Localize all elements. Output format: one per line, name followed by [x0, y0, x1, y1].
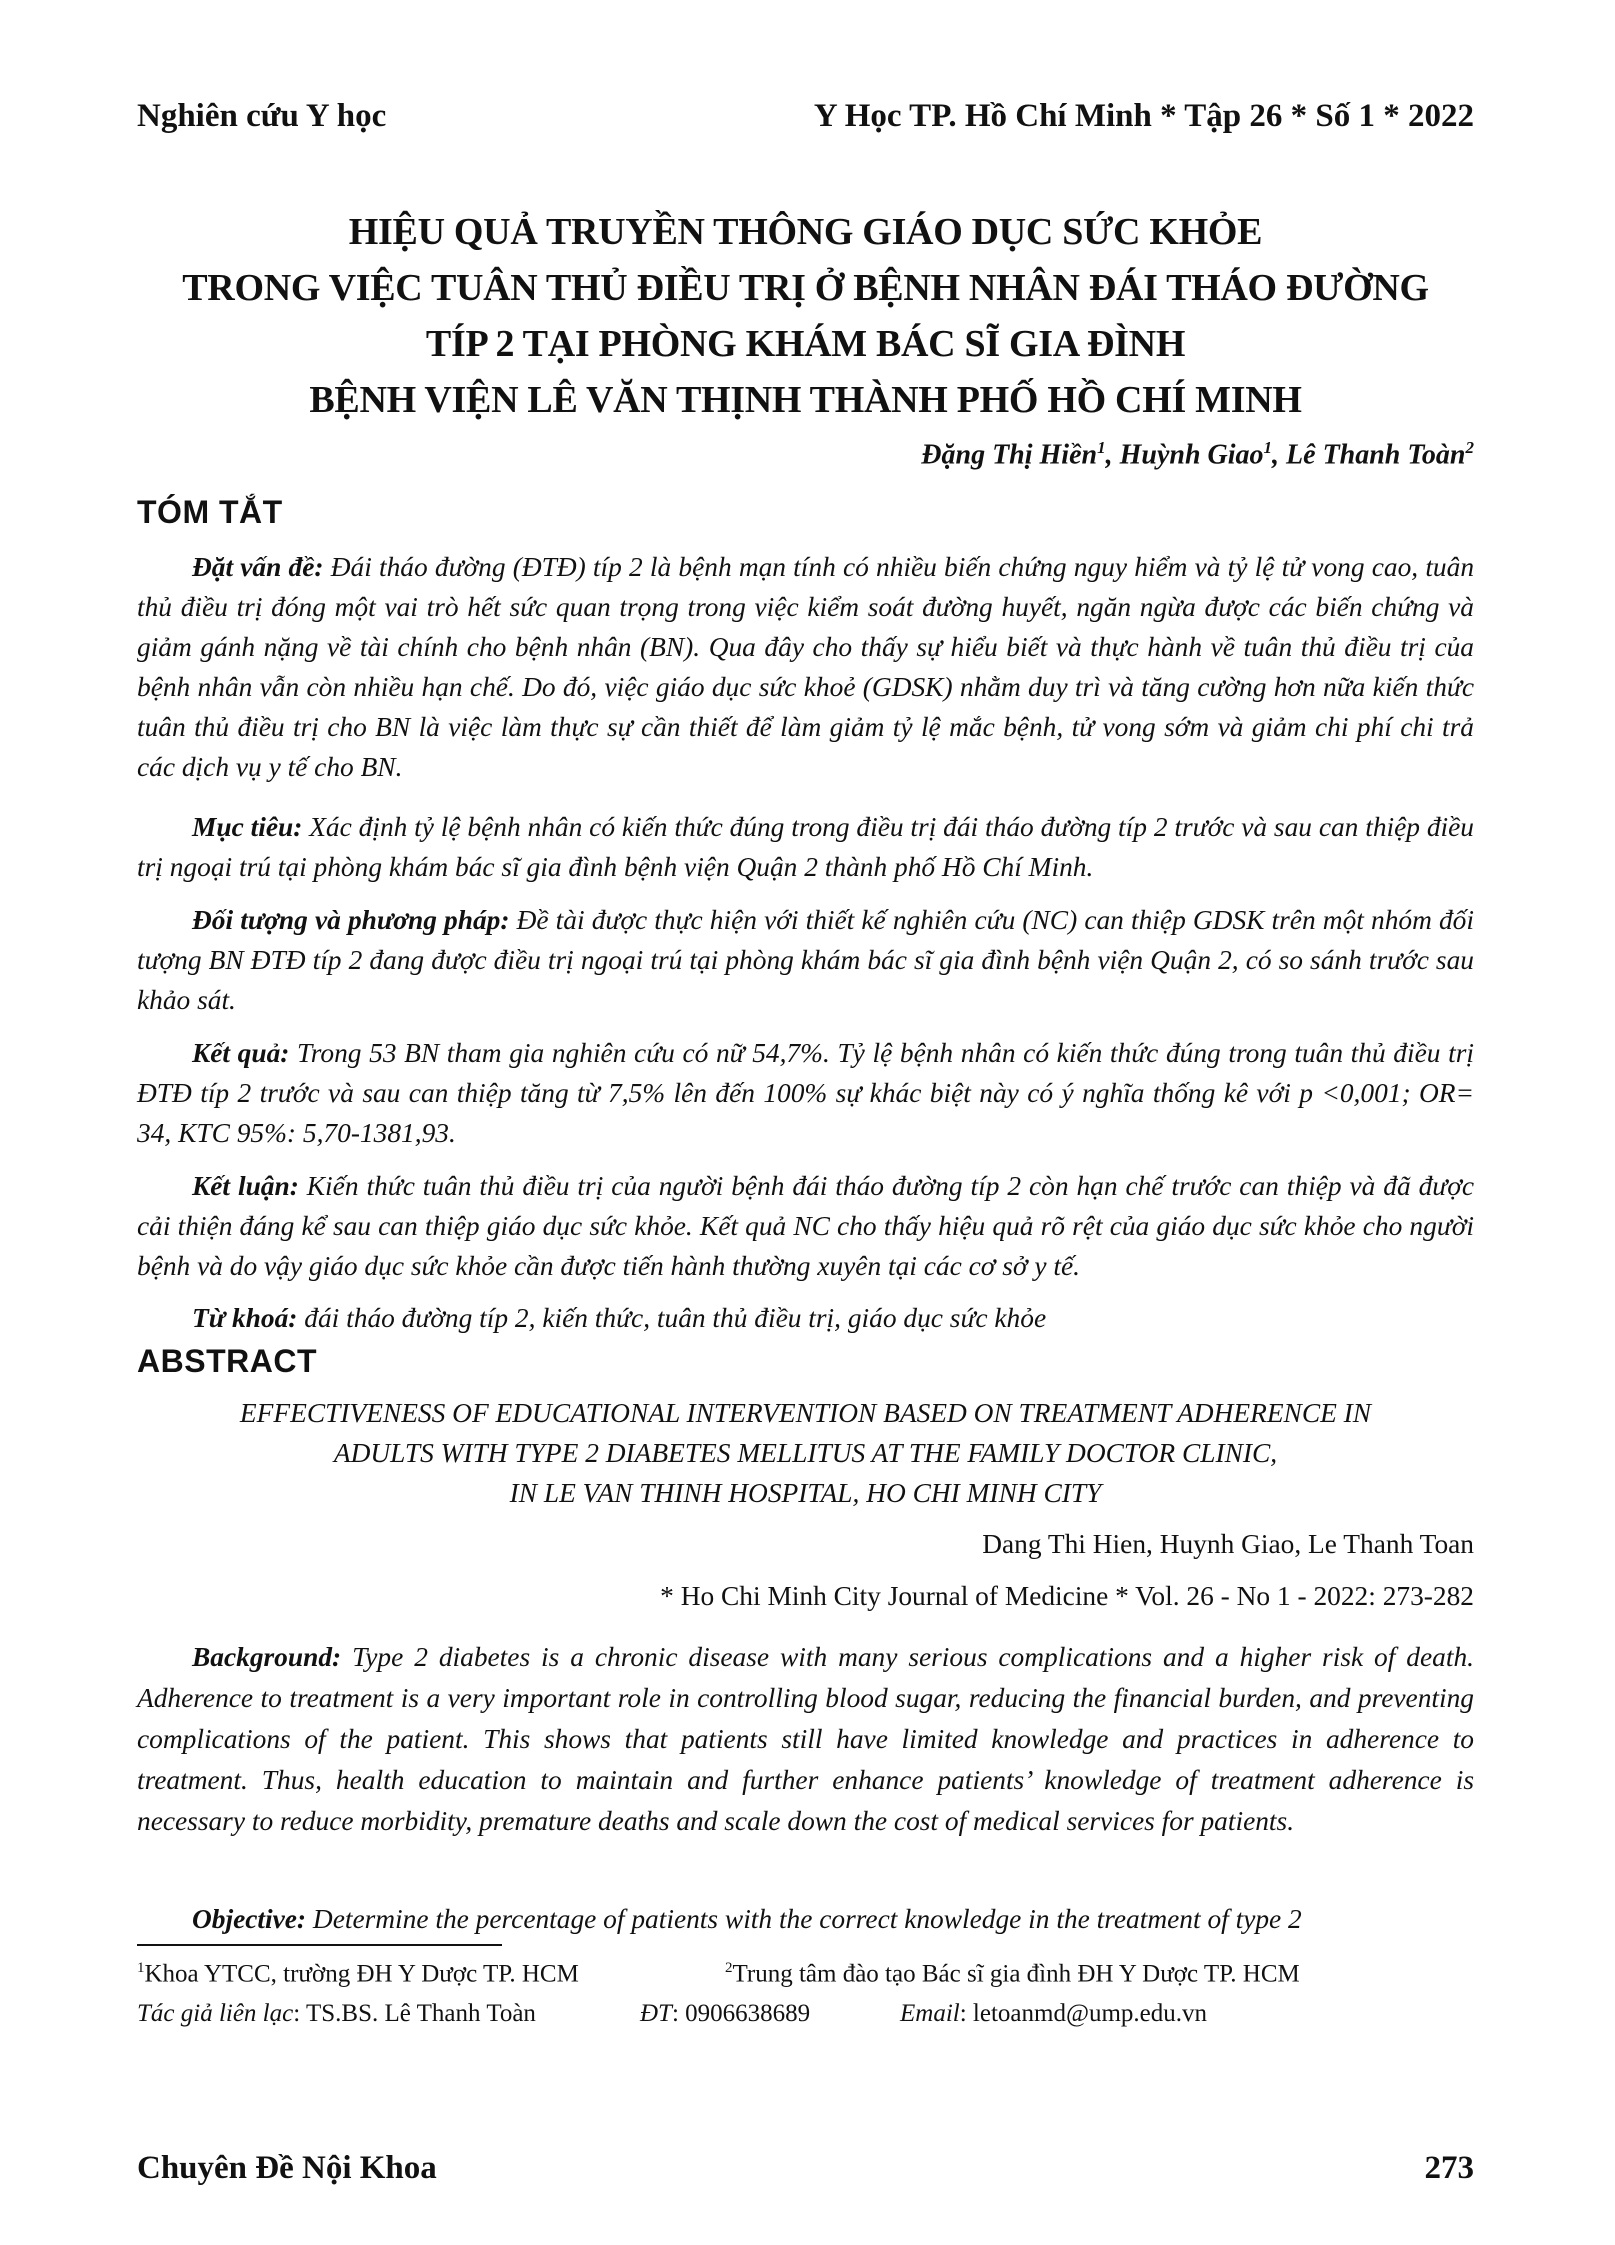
paragraph-label: Objective: [192, 1904, 307, 1934]
affiliation-marker: 2 [725, 1960, 733, 1976]
abstract-title [137, 1393, 1474, 1513]
author-name: Huỳnh Giao [1119, 439, 1264, 471]
title-line: TRONG VIỆC TUÂN THỦ ĐIỀU TRỊ Ở BỆNH NHÂN ĐÁI THÁO ĐƯỜNG [182, 267, 1429, 309]
paragraph-text: Xác định tỷ lệ bệnh nhân có kiến thức đúng trong điều trị đái tháo đường típ 2 trước và sau can thiệp điều trị ngoại trú tại phòng khám bác sĩ gia đình bệnh viện Quận 2 thành phố Hồ Chí Minh. [137, 812, 1475, 882]
phone-value: : 0906638689 [671, 2000, 811, 2027]
author-name: Đặng Thị Hiền [921, 439, 1098, 471]
author-separator: , [1272, 439, 1287, 471]
author-list-vietnamese [921, 438, 1474, 471]
title-line: TÍP 2 TẠI PHÒNG KHÁM BÁC SĨ GIA ĐÌNH [425, 323, 1186, 365]
paragraph-text: Type 2 diabetes is a chronic disease with many serious complications and a higher risk of death. Adherence to treatment is a very important role in controlling blood sugar, reducing the financial burden, and preventing complications of the patient. This shows that patients still have limited knowledge and practices in adherence to treatment. Thus, health education to maintain and further enhance patients’ knowledge of treatment adherence is necessary to reduce morbidity, premature deaths and scale down the cost of medical services for patients. [137, 1642, 1474, 1836]
running-footer-left: Chuyên Đề Nội Khoa [137, 2150, 437, 2186]
summary-paragraph-background [137, 547, 1474, 787]
title-line: BỆNH VIỆN LÊ VĂN THỊNH THÀNH PHỐ HỒ CHÍ MINH [309, 379, 1302, 421]
abstract-authors: Dang Thi Hien, Huynh Giao, Le Thanh Toan [982, 1529, 1474, 1559]
paragraph-label: Mục tiêu: [192, 812, 303, 842]
author-separator: , [1105, 439, 1120, 471]
paragraph-text: Kiến thức tuân thủ điều trị của người bệnh đái tháo đường típ 2 còn hạn chế trước can thiệp và đã được cải thiện đáng kể sau can thiệp giáo dục sức khỏe. Kết quả NC cho thấy hiệu quả rõ rệt của giáo dục sức khỏe cho người bệnh và do vậy giáo dục sức khỏe cần được tiến hành thường xuyên tại các cơ sở y tế. [137, 1171, 1474, 1281]
title-line: HIỆU QUẢ TRUYỀN THÔNG GIÁO DỤC SỨC KHỎE [348, 211, 1263, 253]
footnote-divider [137, 1944, 502, 1946]
affiliation-text: Khoa YTCC, trường ĐH Y Dược TP. HCM [144, 1960, 579, 1988]
summary-paragraph-objective [137, 807, 1474, 887]
affiliation-marker: 2 [1465, 438, 1474, 457]
affiliation-marker: 1 [1097, 438, 1106, 457]
author-name: Lê Thanh Toàn [1286, 439, 1466, 471]
affiliation-marker: 1 [1263, 438, 1273, 457]
abstract-paragraph-objective [137, 1899, 1474, 1940]
paragraph-label: Kết quả: [192, 1038, 290, 1068]
paragraph-text: Determine the percentage of patients with the correct knowledge in the treatment of type 2 [306, 1904, 1302, 1934]
contact-label: Tác giả liên lạc [137, 2000, 294, 2027]
article-title [137, 204, 1474, 428]
affiliation-text: Trung tâm đào tạo Bác sĩ gia đình ĐH Y Dược TP. HCM [732, 1960, 1300, 1988]
paragraph-label: Kết luận: [192, 1171, 299, 1201]
affiliation-marker: 1 [137, 1960, 145, 1976]
abstract-title-line: EFFECTIVENESS OF EDUCATIONAL INTERVENTION BASED ON TREATMENT ADHERENCE IN [239, 1398, 1372, 1428]
footnote-affiliation-1 [137, 1960, 579, 1988]
paragraph-text: Trong 53 BN tham gia nghiên cứu có nữ 54,7%. Tỷ lệ bệnh nhân có kiến thức đúng trong tuân thủ điều trị ĐTĐ típ 2 trước và sau can thiệp tăng từ 7,5% lên đến 100% sự khác biệt này có ý nghĩa thống kê với p <0,001; OR= 34, KTC 95%: 5,70-1381,93. [137, 1038, 1474, 1148]
paragraph-text: Đái tháo đường (ĐTĐ) típ 2 là bệnh mạn tính có nhiều biến chứng nguy hiểm và tỷ lệ tử vong cao, tuân thủ điều trị đóng một vai trò hết sức quan trọng trong việc kiểm soát đường huyết, ngăn ngừa được các biến chứng và giảm gánh nặng về tài chính cho bệnh nhân (BN). Qua đây cho thấy sự hiểu biết và thực hành về tuân thủ điều trị của bệnh nhân vẫn còn nhiều hạn chế. Do đó, việc giáo dục sức khoẻ (GDSK) nhằm duy trì và tăng cường hơn nữa kiến thức tuân thủ điều trị cho BN là việc làm thực sự cần thiết để làm giảm tỷ lệ mắc bệnh, tử vong sớm và giảm chi phí chi trả các dịch vụ y tế cho BN. [137, 552, 1475, 782]
summary-paragraph-methods [137, 900, 1474, 1020]
paragraph-label: Background: [192, 1642, 342, 1672]
running-header-right: Y Học TP. Hồ Chí Minh * Tập 26 * Số 1 * 2022 [813, 98, 1474, 134]
email-value[interactable]: : letoanmd@ump.edu.vn [959, 2000, 1208, 2027]
summary-heading: TÓM TẮT [137, 494, 283, 530]
page-number: 273 [1424, 2150, 1474, 2186]
paragraph-text: đái tháo đường típ 2, kiến thức, tuân thủ điều trị, giáo dục sức khỏe [297, 1303, 1047, 1333]
paragraph-text: Đề tài được thực hiện với thiết kế nghiên cứu (NC) can thiệp GDSK trên một nhóm đối tượng BN ĐTĐ típ 2 đang được điều trị ngoại trú tại phòng khám bác sĩ gia đình bệnh viện Quận 2, có so sánh trước sau khảo sát. [137, 905, 1474, 1015]
paragraph-label: Từ khoá: [192, 1303, 298, 1333]
running-header-left: Nghiên cứu Y học [137, 98, 387, 134]
footnote-email [900, 2000, 1207, 2028]
footnote-phone [640, 2000, 810, 2028]
abstract-citation: * Ho Chi Minh City Journal of Medicine * Vol. 26 - No 1 - 2022: 273-282 [660, 1581, 1474, 1611]
abstract-title-line: ADULTS WITH TYPE 2 DIABETES MELLITUS AT THE FAMILY DOCTOR CLINIC, [333, 1438, 1278, 1468]
paragraph-label: Đối tượng và phương pháp: [192, 905, 510, 935]
abstract-title-line: IN LE VAN THINH HOSPITAL, HO CHI MINH CITY [509, 1478, 1102, 1508]
contact-value: : TS.BS. Lê Thanh Toàn [293, 2000, 536, 2027]
paragraph-label: Đặt vấn đề: [192, 552, 324, 582]
footnote-contact-author [137, 2000, 536, 2028]
email-label: Email [900, 2000, 960, 2027]
phone-label: ĐT [640, 2000, 672, 2027]
summary-paragraph-conclusion [137, 1166, 1474, 1286]
summary-keywords [137, 1298, 1474, 1338]
abstract-paragraph-background [137, 1637, 1474, 1842]
summary-paragraph-results [137, 1033, 1474, 1153]
footnote-affiliation-2 [725, 1960, 1300, 1988]
abstract-heading: ABSTRACT [137, 1343, 317, 1379]
